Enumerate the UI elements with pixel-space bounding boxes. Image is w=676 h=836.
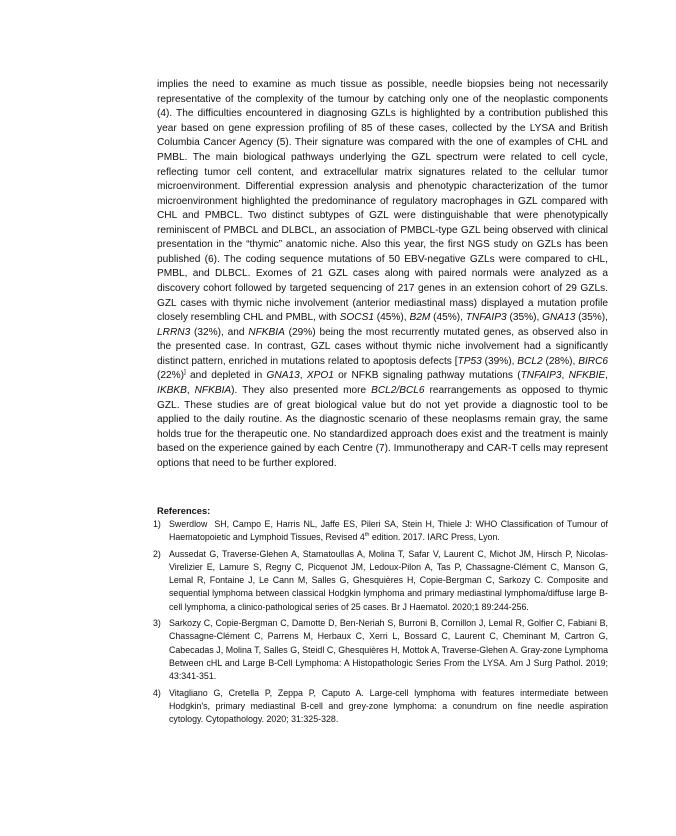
reference-item bbox=[153, 617, 608, 683]
reference-item bbox=[153, 548, 608, 614]
reference-list bbox=[153, 518, 608, 726]
reference-text: Aussedat G, Traverse-Glehen A, Stamatoullas A, Molina T, Safar V, Laurent C, Michot JM, Hirsch P, Nicolas-Virelizier E, Lamure S, Regny C, Picquenot JM, Ledoux-Pilon A, Tas P, Chassagne-Clément C, Manson G, Lemal R, Fontaine J, Le Cann M, Salles G, Ghesquières H, Copie-Bergman C, Sarkozy C. Composite and sequential lymphoma between classical Hodgkin lymphoma and primary mediastinal lymphoma/diffuse large B-cell lymphoma, a clinico-pathological series of 25 cases. Br J Haematol. 2020;1 89:244-256. bbox=[169, 548, 608, 612]
reference-number: 3) bbox=[153, 618, 161, 629]
body-paragraph: implies the need to examine as much tissue as possible, needle biopsies being not necessarily representative of the complexity of the tumour by catching only one of the neoplastic components (4). The difficulties encountered in diagnosing GZLs is highlighted by a contribution published this year based on gene expression profiling of 85 of these cases, collected by the LYSA and British Columbia Cancer Agency (5). Their signature was compared with the one of examples of CHL and PMBL. The main biological pathways underlying the GZL spectrum were related to cell cycle, reflecting tumor cell content, and extracellular matrix signatures related to the cellular tumor microenvironment. Differential expression analysis and phenotypic characterization of the tumor microenvironment highlighted the predominance of regulatory macrophages in GZL compared with CHL and PMBCL. Two distinct subtypes of GZL were distinguishable that were phenotypically reminiscent of PMBCL and DLBCL, an association of PMBCL-type GZL being observed with clinical presentation in the “thymic” anatomic niche. Also this year, the first NGS study on GZLs has been published (6). The coding sequence mutations of 50 EBV-negative GZLs were compared to cHL, PMBL, and DLBCL. Exomes of 21 GZL cases along with paired normals were analyzed as a discovery cohort followed by targeted sequencing of 217 genes in an extension cohort of 29 GZLs. GZL cases with thymic niche involvement (anterior mediastinal mass) displayed a mutation profile closely resembling CHL and PMBL, with SOCS1 (45%), B2M (45%), TNFAIP3 (35%), GNA13 (35%), LRRN3 (32%), and NFKBIA (29%) being the most recurrently mutated genes, as observed also in the presented case. In contrast, GZL cases without thymic niche involvement had a significantly distinct pattern, enriched in mutations related to apoptosis defects [TP53 (39%), BCL2 (28%), BIRC6 (22%)] and depleted in GNA13, XPO1 or NFKB signaling pathway mutations (TNFAIP3, NFKBIE, IKBKB, NFKBIA). They also presented more BCL2/BCL6 rearrangements as opposed to thymic GZL. These studies are of great biological value but do not yet provide a diagnostic tool to be applied to the daily routine. As the diagnostic scenario of these neoplasms remain gray, the same holds true for the therapeutic one. No standardized approach does exist and the treatment is mainly based on the experience gained by each Centre (7). Immunotherapy and CAR-T cells may represent options that need to be further explored. bbox=[157, 79, 609, 469]
reference-number: 4) bbox=[153, 687, 161, 698]
reference-number: 1) bbox=[153, 519, 161, 530]
reference-text: Sarkozy C, Copie-Bergman C, Damotte D, Ben-Neriah S, Burroni B, Cornillon J, Lemal R, Golfier C, Fabiani B, Chassagne-Clément C, Parrens M, Herbaux C, Xerri L, Bossard C, Laurent C, Cheminant M, Cartron G, Cabecadas J, Molina T, Salles G, Steidl C, Ghesquières H, Mottok A, Traverse-Glehen A. Gray-zone Lymphoma Between cHL and Large B-Cell Lymphoma: A Histopathologic Series From the LYSA. Am J Surg Pathol. 2019; 43:341-351. bbox=[169, 618, 608, 681]
reference-item bbox=[153, 687, 608, 726]
reference-item bbox=[153, 518, 608, 544]
reference-text: Vitagliano G, Cretella P, Zeppa P, Caputo A. Large-cell lymphoma with features intermediate between Hodgkin's, primary mediastinal B-cell and grey-zone lymphoma: a conundrum on fine needle aspiration cytology. Cytopathology. 2020; 31:325-328. bbox=[169, 687, 608, 724]
references-section bbox=[153, 505, 608, 730]
reference-text: Swerdlow SH, Campo E, Harris NL, Jaffe ES, Pileri SA, Stein H, Thiele J: WHO Classification of Tumour of Haematopoietic and Lymphoid Tissues, Revised 4th edition. 2017. IARC Press, Lyon. bbox=[169, 519, 608, 543]
reference-number: 2) bbox=[153, 548, 161, 559]
references-heading: References: bbox=[157, 506, 211, 516]
